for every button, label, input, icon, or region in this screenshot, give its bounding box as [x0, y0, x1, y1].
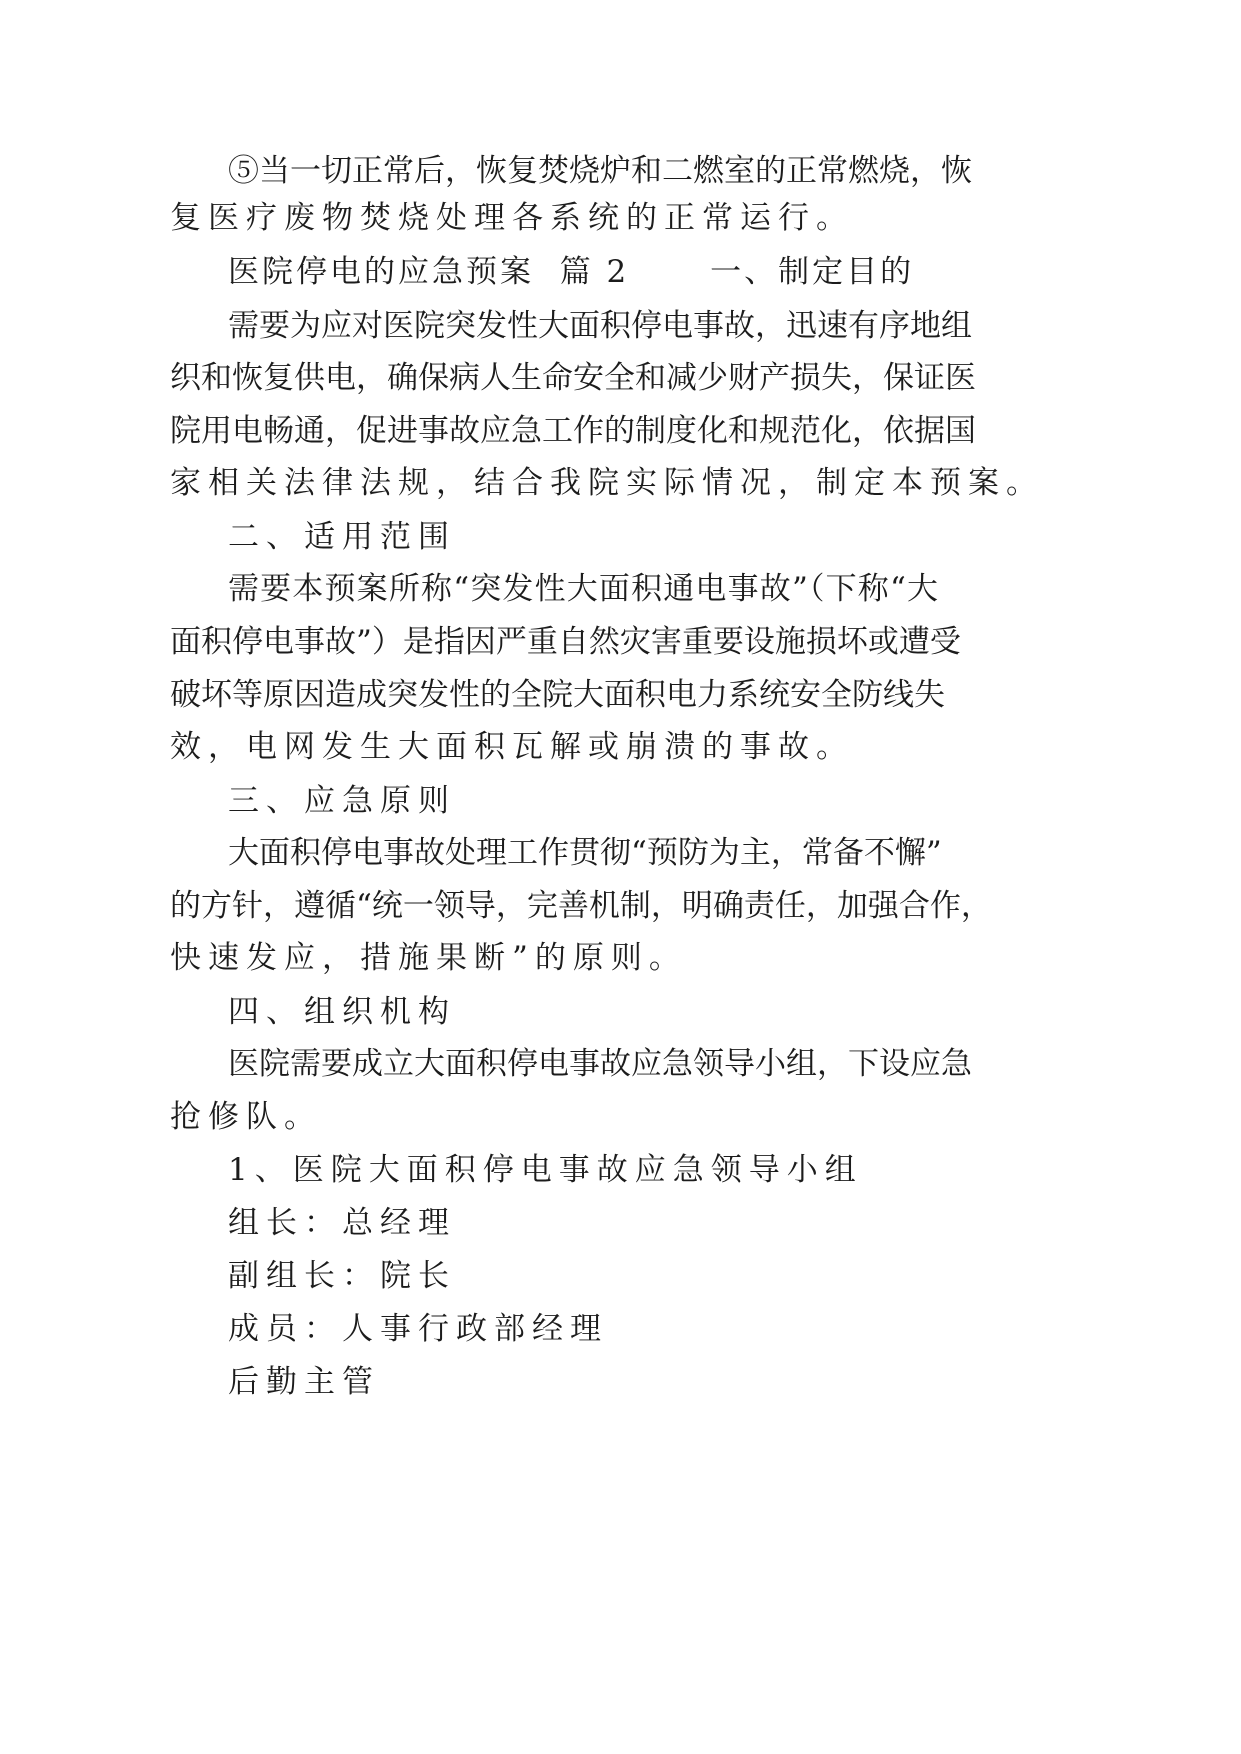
text-line: 院用电畅通，促进事故应急工作的制度化和规范化，依据国 [170, 413, 976, 449]
text-line: 复医疗废物焚烧处理各系统的正常运行。 [170, 200, 854, 236]
section-heading: 三、应急原则 [228, 783, 456, 819]
text-line: 抢修队。 [170, 1099, 322, 1135]
text-line: 后勤主管 [228, 1364, 380, 1400]
text-line: 需要为应对医院突发性大面积停电事故，迅速有序地组 [228, 308, 972, 344]
text-line: 织和恢复供电，确保病人生命安全和减少财产损失，保证医 [170, 360, 976, 396]
text-line: 快速发应，措施果断”的原则。 [170, 940, 687, 976]
text-line: 医院需要成立大面积停电事故应急领导小组，下设应急 [228, 1046, 972, 1082]
section-heading: 二、适用范围 [228, 519, 456, 555]
section-heading: 四、组织机构 [228, 994, 456, 1030]
text-line: 需要本预案所称“突发性大面积通电事故”（下称“大 [228, 571, 938, 607]
text-line: 的方针，遵循“统一领导，完善机制，明确责任，加强合作， [170, 888, 992, 924]
text-line: 面积停电事故”）是指因严重自然灾害重要设施损坏或遭受 [170, 624, 961, 660]
text-line: 大面积停电事故处理工作贯彻“预防为主，常备不懈” [228, 835, 942, 871]
text-line: 副组长：院长 [228, 1258, 456, 1294]
text-line: 破坏等原因造成突发性的全院大面积电力系统安全防线失 [170, 677, 945, 713]
text-line: 组长：总经理 [228, 1205, 456, 1241]
section-heading: 医院停电的应急预案 篇 2 一、制定目的 [228, 254, 915, 290]
text-line: 1、医院大面积停电事故应急领导小组 [228, 1152, 863, 1188]
text-line: 成员：人事行政部经理 [228, 1311, 608, 1347]
text-line: 效，电网发生大面积瓦解或崩溃的事故。 [170, 729, 854, 765]
text-line: ⑤当一切正常后，恢复焚烧炉和二燃室的正常燃烧，恢 [228, 153, 972, 189]
text-line: 家相关法律法规，结合我院实际情况，制定本预案。 [170, 465, 1044, 501]
